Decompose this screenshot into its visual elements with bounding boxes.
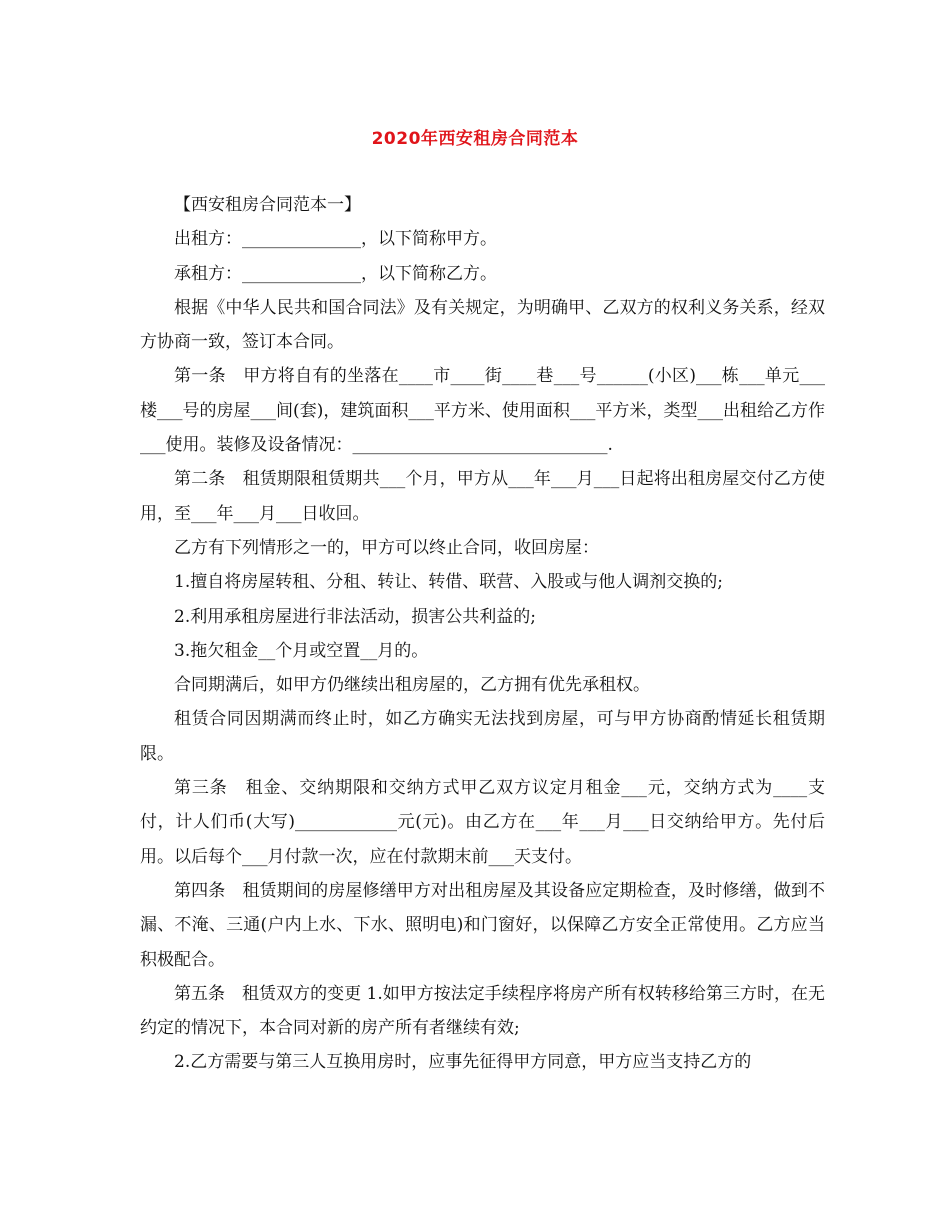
section-heading: 【西安租房合同范本一】 [174, 195, 361, 215]
article-2-paragraph: 第二条 租赁期限租赁期共___个月，甲方从___年___月___日起将出租房屋交付乙方使用，至___年___月___日收回。 [140, 469, 825, 524]
priority-lease-paragraph: 合同期满后，如甲方仍继续出租房屋的，乙方拥有优先承租权。 [174, 675, 650, 696]
termination-item-2: 2.利用承租房屋进行非法活动，损害公共利益的; [174, 606, 536, 627]
article-1-paragraph: 第一条 甲方将自有的坐落在____市____街____巷___号______(小区)___栋___单元___楼___号的房屋___间(套)，建筑面积___平方米、使用面积___平方米，类型___出租给乙方作___使用。装修及设备情况：______________________________. [140, 366, 825, 456]
document-title: 2020年西安租房合同范本 [371, 129, 579, 149]
document-body [140, 188, 825, 1080]
article-5-item-2-paragraph: 2.乙方需要与第三人互换用房时，应事先征得甲方同意，甲方应当支持乙方的 [174, 1052, 752, 1073]
termination-intro-paragraph: 乙方有下列情形之一的，甲方可以终止合同，收回房屋： [174, 537, 599, 558]
article-3-paragraph: 第三条 租金、交纳期限和交纳方式甲乙双方议定月租金___元，交纳方式为____支付，计人们币(大写)____________元(元)。由乙方在___年___月___日交纳给甲方。先付后用。以后每个___月付款一次，应在付款期末前___天支付。 [140, 778, 825, 867]
lessor-line: 出租方：______________，以下简称甲方。 [174, 229, 497, 250]
article-4-paragraph: 第四条 租赁期间的房屋修缮甲方对出租房屋及其设备应定期检查，及时修缮，做到不漏、不淹、三通(户内上水、下水、照明电)和门窗好，以保障乙方安全正常使用。乙方应当积极配合。 [140, 880, 825, 970]
preamble-paragraph: 根据《中华人民共和国合同法》及有关规定，为明确甲、乙双方的权利义务关系，经双方协商一致，签订本合同。 [140, 297, 825, 353]
termination-item-3: 3.拖欠租金__个月或空置__月的。 [174, 640, 429, 661]
lessee-line: 承租方：______________，以下简称乙方。 [174, 263, 497, 284]
termination-item-1: 1.擅自将房屋转租、分租、转让、转借、联营、入股或与他人调剂交换的; [174, 572, 723, 593]
article-5-paragraph: 第五条 租赁双方的变更 1.如甲方按法定手续程序将房产所有权转移给第三方时，在无约定的情况下，本合同对新的房产所有者继续有效; [140, 983, 825, 1039]
extension-paragraph: 租赁合同因期满而终止时，如乙方确实无法找到房屋，可与甲方协商酌情延长租赁期限。 [140, 709, 825, 764]
